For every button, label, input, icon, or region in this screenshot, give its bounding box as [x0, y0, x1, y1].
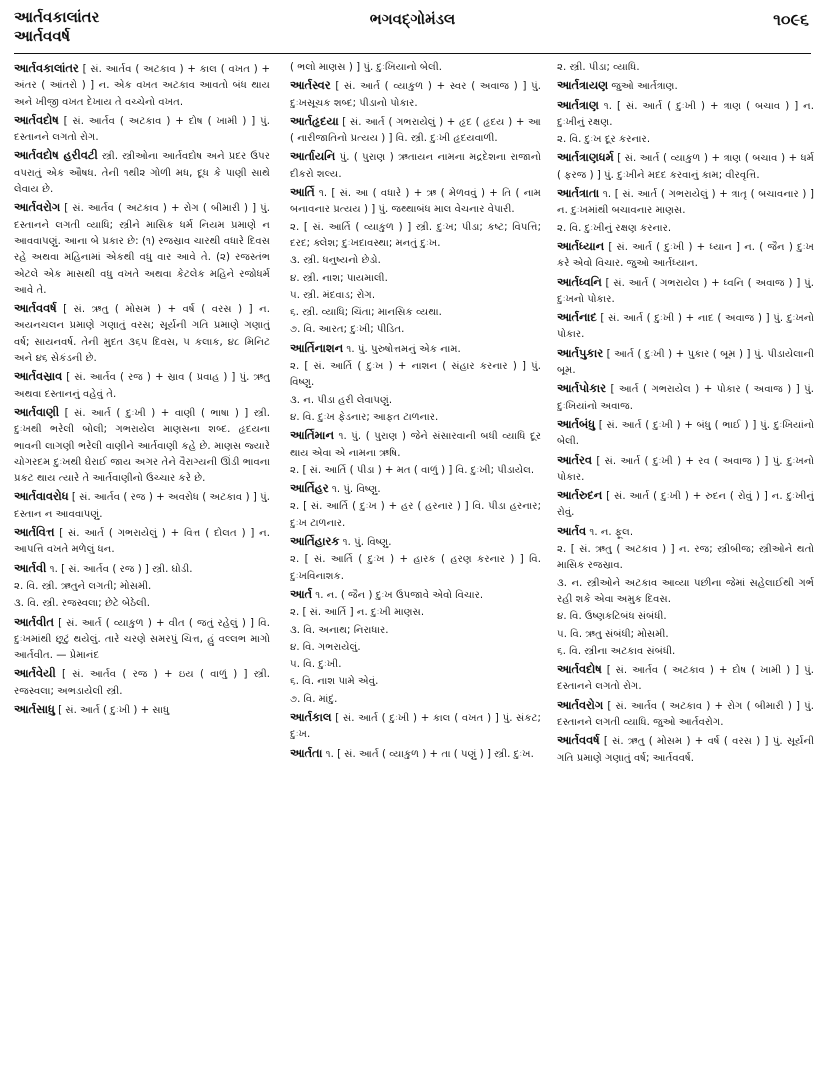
definition-text: [ આર્ત ( ગભરાયેલ ) + પોકાર ( અવાજ ) ] પું. દુઃખિયાંનો અવાજ. — [557, 384, 814, 412]
definition-text: ૩. વિ. અનાથ; નિરાધાર. — [290, 624, 389, 636]
dictionary-entry — [557, 380, 814, 415]
definition-text: [ સં. ઋતુ ( મોસમ ) + વર્ષ ( વરસ ) ] ન. અયનચલન પ્રમાણે ગણાતું વરસ; સૂર્યની ગતિ પ્રમાણે ગણાતું વર્ષ; સાયનવર્ષ. તેની મુદત ૩૬૫ દિવસ, ૫ કલાક, ૪૮ મિનિટ અને ૪૬ સેકંડની છે. — [14, 304, 270, 365]
headword: આર્તવસ્રાવ — [14, 369, 63, 384]
definition-text: ૨. [ સં. આર્તિ ( પીડા ) + મત ( વાળું ) ] વિ. દુઃખી; પીડાયેલ. — [290, 464, 535, 476]
definition-text: ૩. ન. સ્ત્રીઓને અટકાવ આવ્યા પછીના જેમાં સહેલાઈથી ગર્ભ રહી શકે એવા અમુક દિવસ. — [557, 577, 814, 605]
dictionary-entry — [557, 309, 814, 344]
headword: આર્તત્રાણધર્મ — [557, 150, 614, 165]
definition-text: [ સં. આર્ત ( વ્યાકુળ ) + ત્રાણ ( બચાવ ) + ધર્મ ( ફરજ ) ] પું. દુઃખીને મદદ કરવાનું કામ; વીરવૃત્તિ. — [557, 153, 814, 181]
definition-text: [ સં. આર્ત ( દુઃખી ) + કાલ ( વખત ) ] પું. સંકટ; દુઃખ. — [290, 712, 541, 741]
headword: આર્તરુદન — [557, 488, 603, 503]
column-left — [14, 60, 270, 1080]
headword: આર્તિહર — [290, 481, 329, 496]
headword: આર્તાયનિ — [290, 149, 336, 164]
definition-text: ૫. વિ. દુઃખી. — [290, 659, 342, 671]
dictionary-entry — [557, 221, 814, 237]
dictionary-entry — [290, 410, 541, 426]
headword: આર્તબંધુ — [557, 416, 596, 431]
dictionary-entry — [557, 345, 814, 380]
headword: આર્તવાણી — [14, 404, 60, 419]
headword: આર્તિમાન — [290, 428, 334, 443]
definition-text: [ સં. આર્તવ ( અટકાવ ) + દોષ ( ખામી ) ] પું. દસ્તાનને લગતો રોગ. — [557, 665, 814, 693]
definition-text: ૬. સ્ત્રી. વ્યાધિ; ચિંતા; માનસિક વ્યથા. — [290, 307, 442, 319]
dictionary-columns — [14, 60, 814, 1080]
headword: આર્તવરોગ — [14, 200, 61, 215]
dictionary-entry — [290, 533, 541, 551]
definition-text: ૨. સ્ત્રી. પીડા; વ્યાધિ. — [557, 62, 640, 73]
definition-text: ૧. પું. વિષ્ણુ. — [339, 537, 392, 549]
dictionary-entry — [557, 732, 814, 767]
definition-text: [ સં. આર્ત ( દુઃખી ) + બંધુ ( ભાઈ ) ] પું. દુઃખિયાંનો બેલી. — [557, 419, 814, 448]
headword: આર્તત્રાણ — [557, 97, 599, 112]
dictionary-entry — [290, 184, 541, 219]
dictionary-entry — [557, 697, 814, 732]
definition-text: ૨. [ સં. આર્તિ ] ન. દુઃખી માણસ. — [290, 607, 425, 619]
headword: આર્તવકાલાંતર — [14, 61, 79, 75]
headword: આર્તવાવરોધ — [14, 489, 69, 504]
definition-text: ૭. વિ. આરત; દુઃખી; પીડિત. — [290, 324, 405, 336]
headword: આર્તપુકાર — [557, 345, 604, 360]
dictionary-entry — [290, 552, 541, 585]
headword: આર્તવીત — [14, 614, 54, 629]
dictionary-entry — [14, 560, 270, 578]
headword: આર્તત્રાયણ — [557, 78, 609, 93]
dictionary-entry — [14, 596, 270, 612]
dictionary-entry — [14, 60, 270, 111]
dictionary-entry — [290, 113, 541, 148]
dictionary-entry — [557, 609, 814, 625]
dictionary-entry — [290, 340, 541, 358]
definition-text: [ સં. આર્ત ( વ્યાકુળ ) + વીત ( જતું રહેલું ) ] વિ. દુઃખમાંથી છૂટું થયેલું. તારે ચરણે સમરપું ચિત્ત, હું વલ્લભ માગો આર્તવીત. — પ્રેમાનંદ — [14, 617, 270, 662]
dictionary-entry — [557, 523, 814, 541]
definition-text: ૧. [ સં. આર્ત ( દુઃખી ) + ત્રાણ ( બચાવ ) ] ન. દુઃખીનું રક્ષણ. — [557, 100, 814, 128]
dictionary-entry — [290, 253, 541, 269]
definition-text: ૨. વિ. દુઃખીનું રક્ષણ કરનાર. — [557, 222, 672, 234]
dictionary-entry — [14, 579, 270, 595]
headword: આર્તવવર્ષ — [14, 301, 57, 316]
headword: આર્તવ — [557, 523, 587, 538]
header-rule — [14, 53, 811, 54]
definition-text: ૬. વિ. નાશ પામે એવું. — [290, 676, 379, 688]
dictionary-entry — [557, 274, 814, 309]
definition-text: [ સં. આર્ત ( દુઃખી ) + સાધુ — [54, 704, 170, 716]
dictionary-entry — [290, 692, 541, 708]
definition-text: જુઓ આર્તત્રાણ. — [608, 81, 678, 93]
headword: આર્તધ્વનિ — [557, 274, 602, 289]
dictionary-entry — [290, 271, 541, 287]
definition-text: ૧. [ સં. આ ( વધારે ) + ઋ ( મેળવવું ) + તિ ( નામ બનાવનાર પ્રત્યય ) ] પું. જથ્થાબંધ માલ વેચનાર વેપારી. — [290, 188, 541, 216]
definition-text: ૧. પું. વિષ્ણુ. — [328, 484, 381, 496]
definition-text: [ સં. આર્તવ ( અટકાવ ) + દોષ ( ખામી ) ] પું. દસ્તાનને લગતો રોગ. — [14, 115, 270, 144]
guide-word-last: આર્તવવર્ષ — [14, 27, 71, 45]
headword: આર્તતા — [290, 745, 323, 760]
headword: આર્તસાધુ — [14, 701, 55, 716]
dictionary-entry — [290, 322, 541, 338]
dictionary-entry — [290, 709, 541, 744]
dictionary-entry — [290, 359, 541, 392]
page-header — [0, 0, 825, 52]
dictionary-entry — [557, 487, 814, 522]
definition-text: ૧. પું. ( પુરાણ ) જેને સંસારવાની બધી વ્યાધિ દૂર થાય એવા એ નામના ઋષિ. — [290, 431, 541, 459]
definition-text: [ સં. આર્ત ( દુઃખી ) + નાદ ( અવાજ ) ] પું. દુઃખનો પોકાર. — [557, 313, 814, 341]
headword: આર્તરવ — [557, 452, 593, 467]
definition-text: ૬. વિ. સ્ત્રીના અટકાવ સંબંધી. — [557, 645, 676, 657]
headword: આર્તિનાશન — [290, 340, 344, 355]
page-number: ૧૦૯૬ — [773, 10, 809, 29]
definition-text: [ સં. આર્તવ ( રજ ) + સ્રાવ ( પ્રવાહ ) ] પું. ઋતુ અથવા દસ્તાનનું વહેવું તે. — [14, 372, 270, 400]
book-title: ભગવદ્ગોમંડલ — [369, 10, 456, 28]
definition-text: [ સં. આર્ત ( દુઃખી ) + વાણી ( ભાષા ) ] સ્ત્રી. દુઃખથી ભરેલી બોલી; ગભરાયેલ માણસના શબ્દ. હૃદયના ભાવની લાગણી ભરેલી વાણીને આર્તવાણી કહે છે. માણસ જ્યારે ચોગરદમ દુઃખથી ઘેરાઈ જાય અગર તેને વૈરાગ્યની ઊંડી ભાવના પ્રકટ થાય ત્યારે તે આર્તવાણીનો ઉચ્ચાર કરે છે. — [14, 407, 270, 485]
dictionary-entry — [290, 393, 541, 409]
dictionary-entry — [557, 238, 814, 273]
headword: આર્તવેયી — [14, 666, 56, 681]
definition-text: ૧. [ સં. આર્ત ( ગભરાયેલું ) + ત્રાતૃ ( બચાવનાર ) ] ન. દુઃખમાંથી બચાવનાર માણસ. — [557, 189, 814, 217]
dictionary-entry — [557, 97, 814, 132]
dictionary-entry — [290, 305, 541, 321]
dictionary-entry — [290, 220, 541, 253]
headword: આર્તધ્યાન — [557, 238, 605, 253]
dictionary-entry — [14, 701, 270, 719]
headword: આર્તવદોષ — [14, 112, 59, 127]
headword: આર્તપોકાર — [557, 381, 607, 396]
dictionary-entry — [14, 368, 270, 403]
headword: આર્તહૃદયા — [290, 113, 339, 128]
definition-text: ૩. ન. પીડા હરી લેવાપણું. — [290, 394, 393, 406]
definition-text: [ સં. આર્ત ( વ્યાકુળ ) + સ્વર ( અવાજ ) ] પું. દુઃખસૂચક શબ્દ; પીડાનો પોકાર. — [290, 81, 541, 109]
definition-text: [ સં. આર્તવ ( રજ ) + અવરોધ ( અટકાવ ) ] પું. દસ્તાન ન આવવાપણું. — [14, 492, 270, 520]
dictionary-entry — [557, 452, 814, 487]
definition-text: ૧. ન. ( જૈન ) દુઃખ ઉપજાવે એવો વિચાર. — [312, 589, 484, 601]
dictionary-entry — [14, 199, 270, 299]
dictionary-entry — [290, 77, 541, 112]
headword: આર્તવિત્ત — [14, 525, 55, 540]
dictionary-entry — [290, 427, 541, 462]
definition-text: ૪. વિ. ઉષ્ણકટિબંધ સંબંધી. — [557, 611, 667, 623]
dictionary-entry — [290, 745, 541, 763]
dictionary-entry — [290, 60, 541, 76]
dictionary-entry — [290, 657, 541, 673]
dictionary-entry — [290, 463, 541, 479]
definition-text: ૨. [ સં. આર્તિ ( દુઃખ ) + હર ( હરનાર ) ] વિ. પીડા હરનાર; દુઃખ ટાળનાર. — [290, 501, 541, 529]
dictionary-entry — [14, 300, 270, 367]
headword: આર્તવી — [14, 560, 47, 575]
headword: આર્તવદોષ — [557, 662, 602, 677]
dictionary-entry — [14, 488, 270, 523]
definition-text: ૨. વિ. સ્ત્રી. ઋતુને લગતી; મોસમી. — [14, 580, 152, 592]
guide-word-first: આર્તવકાલાંતર — [14, 8, 100, 26]
definition-text: પું. ( પુરાણ ) ઋતાયન નામના મદ્રદેશના રાજાનો દીકરો શલ્ય. — [290, 152, 541, 180]
headword: આર્તવદોષ હરીવટી — [14, 148, 98, 163]
dictionary-entry — [557, 149, 814, 184]
definition-text: ૭. વિ. માંદું. — [290, 693, 338, 705]
headword: આર્તિહારક — [290, 534, 340, 549]
definition-text: ૨. [ સં. ઋતુ ( અટકાવ ) ] ન. રજ; સ્ત્રીબીજ; સ્ત્રીઓને થતો માસિક રજસ્રાવ. — [557, 544, 814, 572]
definition-text: ૧. પું. પુરુષોત્તમનું એક નામ. — [343, 343, 461, 355]
definition-text: ૪. વિ. દુઃખ ફેડનાર; આફત ટાળનાર. — [290, 411, 439, 423]
dictionary-entry — [557, 132, 814, 148]
dictionary-entry — [290, 148, 541, 183]
definition-text: [ સં. આર્તવ ( અટકાવ ) + રોગ ( બીમારી ) ] પું. દસ્તાનને લગતી વ્યાધિ; સ્ત્રીને માસિક ધર્મ નિયમ પ્રમાણે ન આવવાપણું. આના બે પ્રકાર છે: (૧) રજસ્રાવ ચારથી વધારે દિવસ રહે અથવા મહિનામાં એકથી વધુ વાર આવે તે. (૨) રજસ્તંભ એટલે એક માસથી વધુ વખતે અથવા કેટલેક મહિને રજોધર્મ આવે તે. — [14, 203, 270, 296]
dictionary-entry — [557, 627, 814, 643]
definition-text: ૨. [ સં. આર્તિ ( દુઃખ ) + નાશન ( સંહાર કરનાર ) ] પું. વિષ્ણુ. — [290, 361, 541, 389]
headword: આર્ત — [290, 586, 313, 601]
dictionary-entry — [557, 576, 814, 609]
dictionary-entry — [290, 674, 541, 690]
dictionary-entry — [557, 60, 814, 76]
dictionary-entry — [290, 586, 541, 604]
dictionary-entry — [14, 614, 270, 665]
definition-text: ૧. ન. ફૂલ. — [586, 526, 634, 538]
definition-text: [ સં. આર્ત ( ગભરાયેલું ) + વિત્ત ( દોલત ) ] ન. આપત્તિ વખતે મળેલું ધન. — [14, 528, 270, 556]
definition-text: ૫. વિ. ઋતુ સંબંધી; મોસમી. — [557, 628, 669, 640]
dictionary-entry — [14, 524, 270, 559]
dictionary-entry — [557, 77, 814, 95]
headword: આર્તકાલ — [290, 709, 332, 724]
definition-text: ૨. [ સં. આર્તિ ( દુઃખ ) + હારક ( હરણ કરનાર ) ] વિ. દુઃખવિનાશક. — [290, 554, 541, 582]
dictionary-entry — [14, 404, 270, 487]
dictionary-entry — [557, 416, 814, 451]
definition-text: [ સં. આર્ત ( ગભરાયેલ ) + ધ્વનિ ( અવાજ ) ] પું. દુઃખનો પોકાર. — [557, 277, 814, 305]
headword: આર્તસ્વર — [290, 78, 331, 93]
definition-text: ( ભલો માણસ ) ] પું. દુઃખિયાનો બેલી. — [290, 62, 442, 73]
definition-text: ૨. વિ. દુઃખ દૂર કરનાર. — [557, 134, 651, 146]
dictionary-entry — [557, 644, 814, 660]
definition-text: [ સં. આર્ત ( દુઃખી ) + ધ્યાન ] ન. ( જૈન ) દુઃખ કરે એવો વિચાર. જુઓ આર્તધ્યાન. — [557, 241, 814, 270]
definition-text: ૩. વિ. સ્ત્રી. રજસ્વલા; છેટે બેઠેલી. — [14, 598, 150, 610]
headword: આર્તનાદ — [557, 310, 597, 325]
definition-text: [ સં. ઋતુ ( મોસમ ) + વર્ષ ( વરસ ) ] પું. સૂર્યની ગતિ પ્રમાણે ગણાતું વર્ષ; આર્તવવર્ષ. — [557, 736, 814, 764]
definition-text: ૪. સ્ત્રી. નાશ; પાયમાલી. — [290, 272, 388, 284]
definition-text: ૨. [ સં. આર્તિ ( વ્યાકુળ ) ] સ્ત્રી. દુઃખ; પીડા; કષ્ટ; વિપત્તિ; દરદ; ક્લેશ; દુઃખદાવસ્થા; મનતું દુઃખ. — [290, 221, 541, 249]
definition-text: ૧. [ સં. આર્ત ( વ્યાકુળ ) + તા ( પણું ) ] સ્ત્રી. દુઃખ. — [322, 748, 534, 760]
dictionary-entry — [14, 665, 270, 700]
dictionary-entry — [290, 480, 541, 498]
dictionary-entry — [290, 605, 541, 621]
headword: આર્તવવર્ષ — [557, 733, 600, 748]
definition-text: [ સં. આર્તવ ( અટકાવ ) + કાલ ( વખત ) + અંતર ( આંતરો ) ] ન. એક વખત અટકાવ આવતો બંધ થાય અને ખીજી વખત દેખાય તે વચ્ચેનો વખત. — [14, 64, 270, 108]
headword: આર્તવરોગ — [557, 697, 604, 712]
dictionary-entry — [290, 640, 541, 656]
dictionary-entry — [290, 499, 541, 532]
column-middle — [290, 60, 541, 1080]
definition-text: સ્ત્રી. સ્ત્રીઓના આર્તવદોષ અને પ્રદર ઉપર વપરાતું એક ઔષધ. તેની ૧થી૨ ગોળી મધ, દૂધ કે પાણી સાથે લેવાય છે. — [14, 151, 270, 196]
definition-text: ૧. [ સં. આર્તવ ( રજ ) ] સ્ત્રી. ઘોડી. — [46, 563, 193, 575]
definition-text: [ સં. આર્ત ( દુઃખી ) + રવ ( અવાજ ) ] પું. દુઃખનો પોકાર. — [557, 455, 814, 483]
dictionary-entry — [14, 112, 270, 147]
definition-text: [ આર્ત ( દુઃખી ) + પુકાર ( બૂમ ) ] પું. પીડાયેલાની બૂમ. — [557, 348, 814, 377]
dictionary-entry — [557, 542, 814, 575]
headword: આર્તત્રાતા — [557, 186, 600, 201]
dictionary-entry — [14, 147, 270, 198]
definition-text: [ સં. આર્ત ( ગભરાયેલું ) + હૃદ ( હૃદય ) + આ ( નારીજાતિનો પ્રત્યય ) ] વિ. સ્ત્રી. દુઃખી હૃદયવાળી. — [290, 116, 541, 145]
dictionary-entry — [290, 288, 541, 304]
definition-text: ૪. વિ. ગભરાયેલું. — [290, 641, 361, 653]
column-right — [557, 60, 814, 1080]
dictionary-entry — [557, 185, 814, 220]
dictionary-entry — [557, 661, 814, 696]
definition-text: [ સં. આર્તવ ( રજ ) + ઇય ( વાળું ) ] સ્ત્રી. રજસ્વલા; અભડાયેલી સ્ત્રી. — [14, 669, 270, 697]
definition-text: [ સં. આર્ત ( દુઃખી ) + રુદન ( રોવું ) ] ન. દુઃખીનું રોવું. — [557, 491, 814, 519]
dictionary-entry — [290, 623, 541, 639]
definition-text: [ સં. આર્તવ ( અટકાવ ) + રોગ ( બીમારી ) ] પું. દસ્તાનને લગતી વ્યાધિ. જુઓ આર્તવરોગ. — [557, 700, 814, 728]
definition-text: ૫. સ્ત્રી. મંદવાડ; રોગ. — [290, 289, 376, 301]
headword: આર્તિ — [290, 185, 315, 200]
definition-text: ૩. સ્ત્રી. ધનુષ્યનો છેડો. — [290, 255, 381, 267]
